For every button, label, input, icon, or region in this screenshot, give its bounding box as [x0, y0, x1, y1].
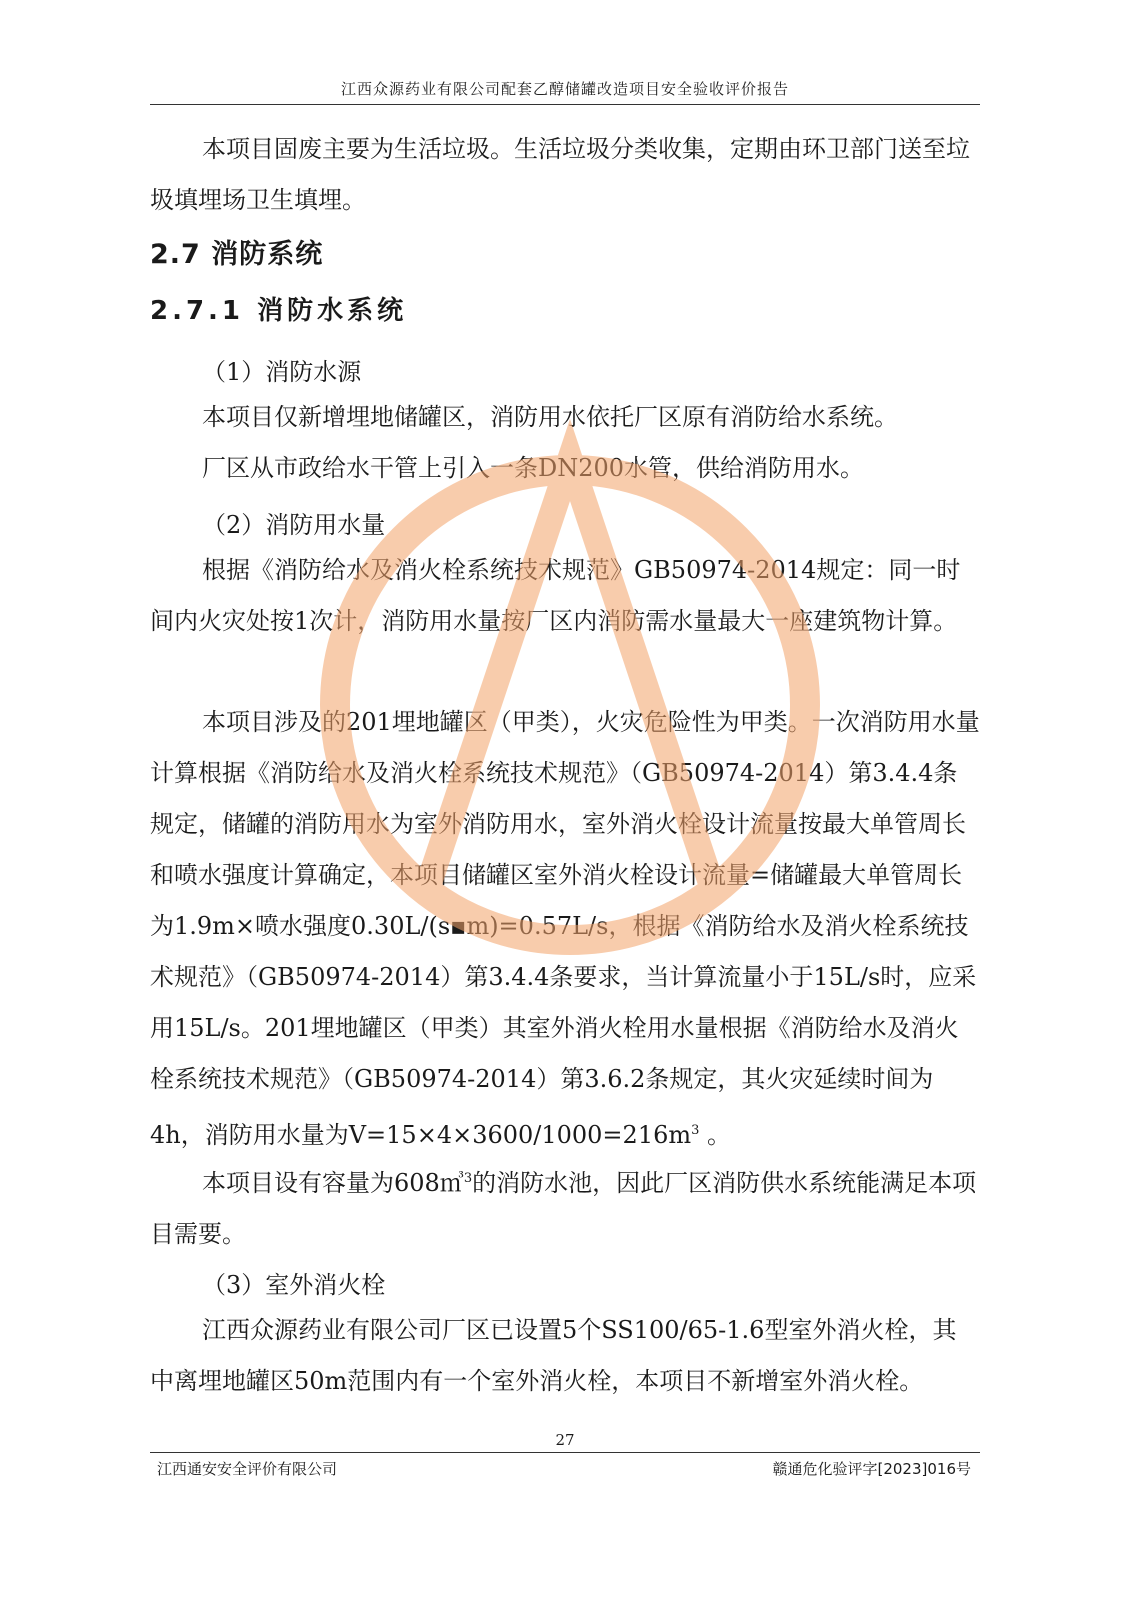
item-3-paragraph: 江西众源药业有限公司厂区已设置5个SS100/65-1.6型室外消火栓，其中离埋地罐区50m范围内有一个室外消火栓，本项目不新增室外消火栓。: [150, 1316, 957, 1395]
running-header: 江西众源药业有限公司配套乙醇储罐改造项目安全验收评价报告: [340, 80, 789, 98]
superscript-3: 3: [691, 1123, 700, 1138]
header-rule: [150, 104, 980, 105]
superscript-3b: 3: [463, 1171, 473, 1186]
item-2-paragraph-2: [150, 697, 980, 1161]
section-heading: 2.7 消防系统: [150, 239, 324, 270]
item-1-line-1: 本项目仅新增埋地储罐区，消防用水依托厂区原有消防给水系统。: [202, 403, 898, 431]
item-2-paragraph-2-end: 。: [699, 1121, 732, 1149]
item-1-title: （1）消防水源: [202, 358, 362, 386]
page-number: 27: [555, 1431, 575, 1449]
item-1-line-2: 厂区从市政给水干管上引入一条DN200水管，供给消防用水。: [202, 454, 865, 482]
paragraph-solid-waste: 本项目固废主要为生活垃圾。生活垃圾分类收集，定期由环卫部门送至垃圾填埋场卫生填埋。: [150, 135, 970, 214]
item-2-title: （2）消防用水量: [202, 511, 386, 539]
item-2-paragraph-2-text: 本项目涉及的201埋地罐区（甲类），火灾危险性为甲类。一次消防用水量计算根据《消防给水及消火栓系统技术规范》（GB50974-2014）第3.4.4条规定，储罐的消防用水为室外消防用水，室外消火栓设计流量按最大单管周长和喷水强度计算确定，本项目储罐区室外消火栓设计流量=储罐最大单管周长为1.9m×喷水强度0.30L/(s▪m)=0.57L/s，根据《消防给水及消火栓系统技术规范》（GB50974-2014）第3.4.4条要求，当计算流量小于15L/s时，应采用15L/s。201埋地罐区（甲类）其室外消火栓用水量根据《消防给水及消火栓系统技术规范》（GB50974-2014）第3.6.2条规定，其火灾延续时间为4h，消防用水量为V=15×4×3600/1000=216m: [150, 708, 980, 1149]
item-2-paragraph-3-a: 本项目设有容量为608㎥: [202, 1169, 464, 1197]
subsection-heading: 2.7.1 消防水系统: [150, 296, 408, 326]
footer-company: 江西通安安全评价有限公司: [157, 1460, 338, 1478]
item-3-title: （3）室外消火栓: [202, 1271, 386, 1299]
item-2-paragraph-1: 根据《消防给水及消火栓系统技术规范》GB50974-2014规定：同一时间内火灾处按1次计，消防用水量按厂区内消防需水量最大一座建筑物计算。: [150, 556, 961, 635]
item-2-paragraph-3-b: 的消防水池，因此厂区消防供水系统能满足本项目需要。: [150, 1169, 977, 1248]
item-2-paragraph-3: [150, 1153, 980, 1260]
footer-rule: [150, 1452, 980, 1453]
footer-doc-number: 赣通危化验评字[2023]016号: [772, 1460, 971, 1478]
